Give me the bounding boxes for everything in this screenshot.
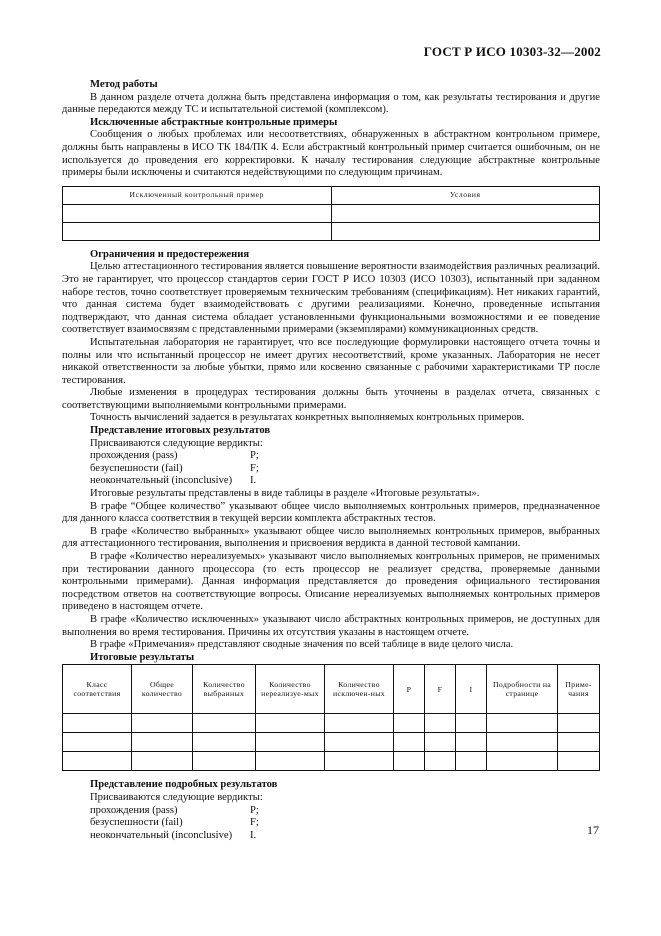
table-row (63, 733, 600, 752)
section-heading: Метод работы (90, 79, 158, 90)
verdict-line: неокончательный (inconclusive) I. (90, 475, 257, 487)
paragraph: В графе «Примечания» представляют сводные значения по всей таблице в виде целого числа. (90, 639, 514, 651)
table-title: Итоговые результаты (90, 651, 195, 663)
table-row (63, 714, 600, 733)
paragraph: Присваиваются следующие вердикты: (90, 437, 263, 449)
table-header-cell: I (456, 665, 487, 714)
paragraph: В графе «Количество нереализуемых» указывают число выполняемых контрольных примеров, не применимых при тестировании данного процессора (то есть процессор не реализует средства, проверяемые данными контрольными примерами). Данная информация представляется до проведения официального тестирования посредством ответов на соответствующие вопросы. Описание нереализуемых выполняемых контрольных примеров приведено в настоящем отчете. (62, 551, 600, 613)
paragraph: В графе “Общее количество” указывают общее число выполняемых контрольных примеров, предназначенное для данного класса соответствия в текущей версии комплекта абстрактных тестов. (62, 500, 600, 525)
paragraph: Целью аттестационного тестирования является повышение вероятности взаимодействия различных реализаций. Это не гарантирует, что процессор стандартов серии ГОСТ Р ИСО 10303 (ИСО 10303), испытанный при заданном наборе тестов, точно соответствует проверяемым техническим требованиям (спецификациям). Нет никаких гарантий, что данная система будет взаимодействовать с другими реализациями. Конечно, проведенные испытания подтверждают, что данная система обладает установленными функциональными возможностями и ее поведение соответствует взаимосвязям с представленными примерами (экземплярами) коммуникационных средств. (62, 261, 600, 336)
section-heading: Представление итоговых результатов (90, 425, 271, 437)
paragraph: В графе «Количество выбранных» указывают общее число выполняемых контрольных примеров, выбранных для аттестационного тестирования, выполнения и присвоения вердикта в данной тестовой кампании. (62, 525, 600, 550)
paragraph: Испытательная лаборатория не гарантирует, что все последующие формулировки настоящего отчета точны и полны или что испытанный процессор не имеет других несоответствий, кроме указанных. Лаборатория не несет никакой ответственности за любые убытки, прямо или косвенно связанные с рабочими характеристиками ТР после тестирования. (62, 336, 600, 386)
table-header-cell: Общее количество (132, 665, 193, 714)
table-header-cell: Количество выбранных (193, 665, 256, 714)
paragraph: В графе «Количество исключенных» указывают число абстрактных контрольных примеров, не доступных для выполнения во время тестирования. Причины их отсутствия указаны в настоящем отчете. (62, 613, 600, 638)
table-header-cell: Количество нереализуе-мых (256, 665, 325, 714)
table-header-cell: Класс соответствия (63, 665, 132, 714)
section-heading: Ограничения и предостережения (90, 248, 250, 260)
section-heading: Исключенные абстрактные контрольные примеры (90, 116, 338, 128)
table-row (63, 222, 600, 240)
table-header-cell: Приме-чания (558, 665, 600, 714)
paragraph: Любые изменения в процедурах тестирования должны быть уточнены в разделах отчета, связанных с соответствующими выполняемыми контрольными примерами. (62, 387, 600, 411)
verdict-line: прохождения (pass) P; (90, 450, 259, 462)
verdict-line: неокончательный (inconclusive) I. (90, 829, 257, 841)
paragraph: Точность вычислений задается в результатах конкретных выполняемых контрольных примеров. (90, 412, 525, 424)
table-header-cell: Подробности на странице (487, 665, 558, 714)
table-header-cell: Количество исключен-ных (325, 665, 394, 714)
table-row (63, 204, 600, 222)
verdict-line: безуспешности (fail) F; (90, 462, 259, 474)
section-heading: Представление подробных результатов (90, 779, 278, 791)
paragraph: Присваиваются следующие вердикты: (90, 791, 263, 803)
summary-results-table (62, 664, 600, 771)
excluded-cases-table (62, 186, 600, 241)
page-header: ГОСТ Р ИСО 10303-32—2002 (423, 44, 601, 59)
table-header-cell: F (425, 665, 456, 714)
verdict-line: безуспешности (fail) F; (90, 817, 259, 829)
table-header-cell: P (394, 665, 425, 714)
verdict-line: прохождения (pass) P; (90, 804, 259, 816)
paragraph: Сообщения о любых проблемах или несоответствиях, обнаруженных в абстрактном контрольном примере, должны быть направлены в ИСО ТК 184/ПК 4. Если абстрактный контрольный пример считается ошибочным, он не используется до проведения его корректировки. К началу тестирования следующие абстрактные контрольные примеры были исключены и считаются недействующими по следующим причинам. (62, 129, 600, 179)
paragraph: В данном разделе отчета должна быть представлена информация о том, как результаты тестирования и другие данные передаются между ТС и испытательной системой (комплексом). (62, 91, 600, 116)
page-content (62, 79, 600, 842)
page-number: 17 (587, 823, 599, 837)
paragraph: Итоговые результаты представлены в виде таблицы в разделе «Итоговые результаты». (90, 488, 480, 500)
table-row (63, 752, 600, 771)
table-header-cell: Условия (331, 186, 600, 204)
table-header-cell: Исключенный контрольный пример (63, 186, 332, 204)
